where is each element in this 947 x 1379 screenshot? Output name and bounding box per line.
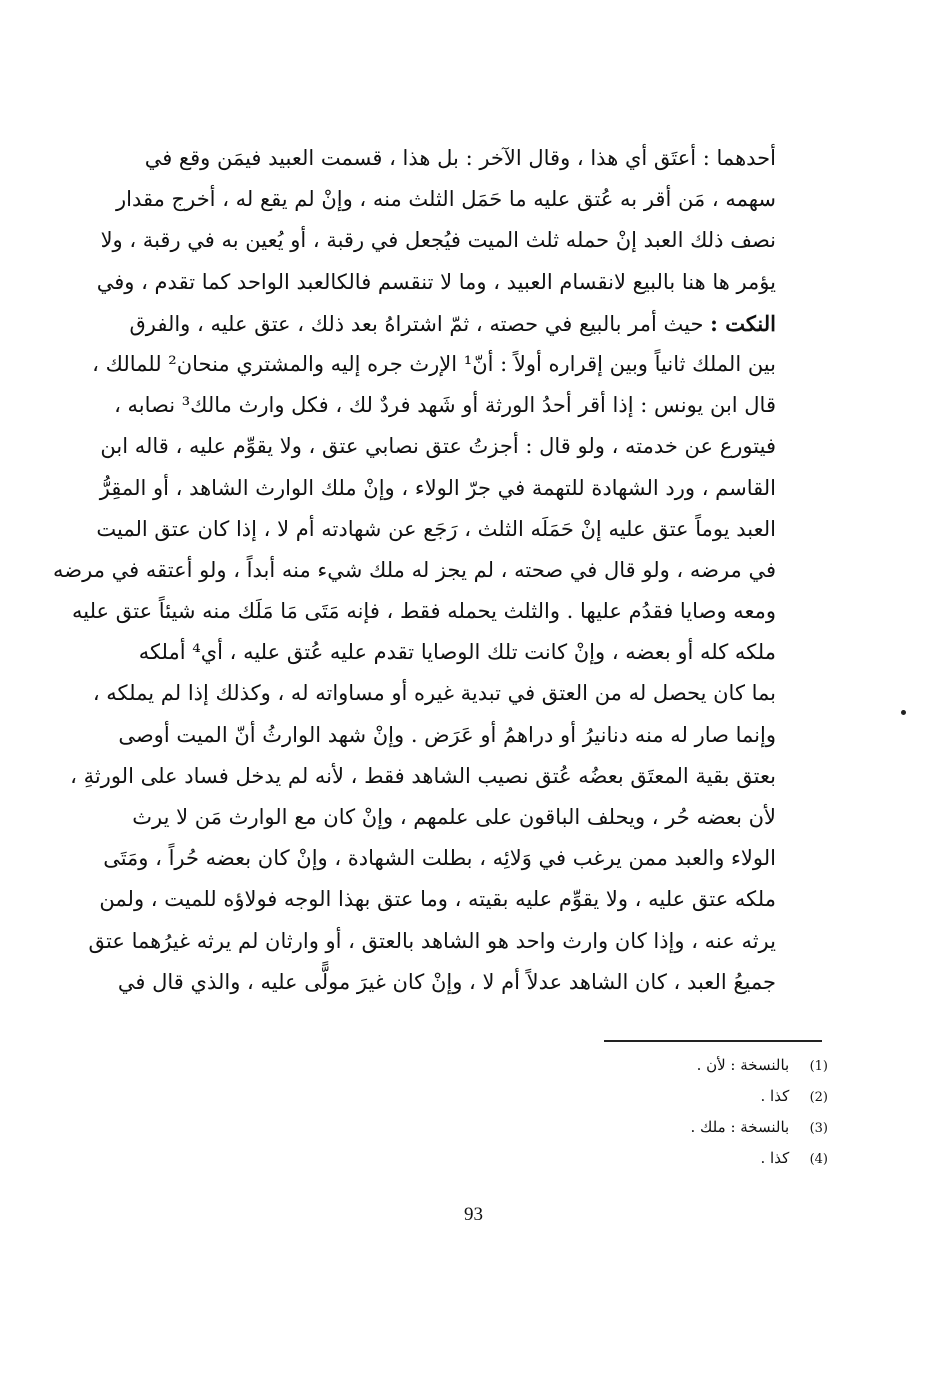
text-line-13: ملكه كله أو بعضه ، وإنْ كانت تلك الوصايا تقدم عليه عُتق عليه ، أي⁴ أملكه	[138, 640, 776, 665]
footnote-number: (2)	[809, 1090, 828, 1105]
footnote-number: (1)	[809, 1059, 828, 1074]
footnote-number: (4)	[809, 1152, 828, 1167]
footnote-number: (3)	[809, 1121, 828, 1136]
footnote-text: كذا .	[760, 1149, 790, 1167]
footnotes-block	[508, 1050, 828, 1174]
text-line-4: يؤمر ها هنا بالبيع لانقسام العبيد ، وما لا تنقسم فالكالعبد الواحد كما تقدم ، وفي	[96, 269, 776, 294]
footnote-item	[508, 1081, 828, 1112]
text-line-7: قال ابن يونس : إذا أقر أحدُ الورثة أو شَهد فردٌ لك ، فكل وارث مالك³ نصابه ،	[114, 393, 776, 418]
text-line-21: جميعُ العبد ، كان الشاهد عدلاً أم لا ، وإنْ كان غيرَ مولًّى عليه ، والذي قال في	[117, 969, 776, 994]
footnote-text: بالنسخة : ملك .	[690, 1118, 790, 1136]
text-line-10: العبد يوماً عتق عليه إنْ حَمَلَه الثلث ، رَجَع عن شهادته أم لا ، إذا كان عتق الميت	[96, 516, 776, 541]
text-line-1: أحدهما : أعتَق أي هذا ، وقال الآخر : بل هذا ، قسمت العبيد فيمَن وقع في	[144, 146, 776, 170]
text-line-16: بعتق بقية المعتَق بعضُه عُتق نصيب الشاهد فقط ، لأنه لم يدخل فساد على الورثةِ ،	[70, 763, 776, 788]
main-text-block	[53, 138, 776, 1003]
footnote-divider	[604, 1040, 822, 1042]
bold-heading-word: النكت :	[710, 310, 776, 336]
text-line-11: في مرضه ، ولو قال في صحته ، لم يجز له ملك شيء منه أبداً ، ولو أعتقه في مرضه	[53, 557, 776, 582]
text-line-2: سهمه ، مَن أقر به عُتق عليه ما حَمَل الثلث منه ، وإنْ لم يقع له ، أخرج مقدار	[116, 187, 776, 212]
footnote-item	[508, 1112, 828, 1143]
text-line-18: الولاء والعبد ممن يرغب في وَلائِه ، بطلت الشهادة ، وإنْ كان بعضه حُراً ، ومَتَى	[103, 846, 776, 871]
text-line-15: وإنما صار له منه دنانيرُ أو دراهمُ أو عَرَض . وإنْ شهد الوارثُ أنّ الميت أوصى	[118, 722, 776, 747]
text-line-20: يرثه عنه ، وإذا كان وارث واحد هو الشاهد بالعتق ، أو وارثان لم يرثه غيرُهما عتق	[88, 928, 776, 953]
text-line-9: القاسم ، ورد الشهادة للتهمة في جرّ الولاء ، وإنْ ملك الوارث الشاهد ، أو المقِرُّ	[99, 475, 776, 500]
footnote-item	[508, 1143, 828, 1174]
text-line-6: بين الملك ثانياً وبين إقراره أولاً : أنّ¹ الإرث جره إليه والمشتري منحان² للمالك ،	[92, 351, 776, 376]
footnote-text: بالنسخة : لأن .	[696, 1056, 790, 1074]
text-line-8: فيتورع عن خدمته ، ولو قال : أجزتُ عتق نصابي عتق ، ولا يقوِّم عليه ، قاله ابن	[100, 434, 776, 459]
margin-dot	[901, 710, 906, 715]
text-line-19: ملكه عتق عليه ، ولا يقوِّم عليه بقيته ، وما عتق بهذا الوجه فولاؤه للميت ، ولمن	[99, 887, 776, 912]
text-line-17: لأن بعضه حُر ، ويحلف الباقون على علمهم ، وإنْ كان مع الوارث مَن لا يرث	[132, 805, 776, 829]
text-line-5	[129, 303, 776, 344]
footnote-text: كذا .	[760, 1087, 790, 1105]
footnote-item	[508, 1050, 828, 1081]
text-line-5-rest: حيث أمر بالبيع في حصته ، ثمّ اشتراهُ بعد ذلك ، عتق عليه ، والفرق	[129, 311, 704, 336]
text-line-14: بما كان يحصل له من العتق في تبدية غيره أو مساواته له ، وكذلك إذا لم يملكه ،	[92, 681, 776, 706]
page-number: 93	[464, 1204, 483, 1225]
text-line-12: ومعه وصايا فقدُم عليها . والثلث يحمله فقط ، فإنه مَتَى مَا مَلَك منه شيئاً عتق عليه	[71, 599, 776, 624]
text-line-3: نصف ذلك العبد إنْ حمله ثلث الميت فيُجعل في رقبة ، أو يُعين به في رقبة ، ولا	[100, 228, 776, 253]
